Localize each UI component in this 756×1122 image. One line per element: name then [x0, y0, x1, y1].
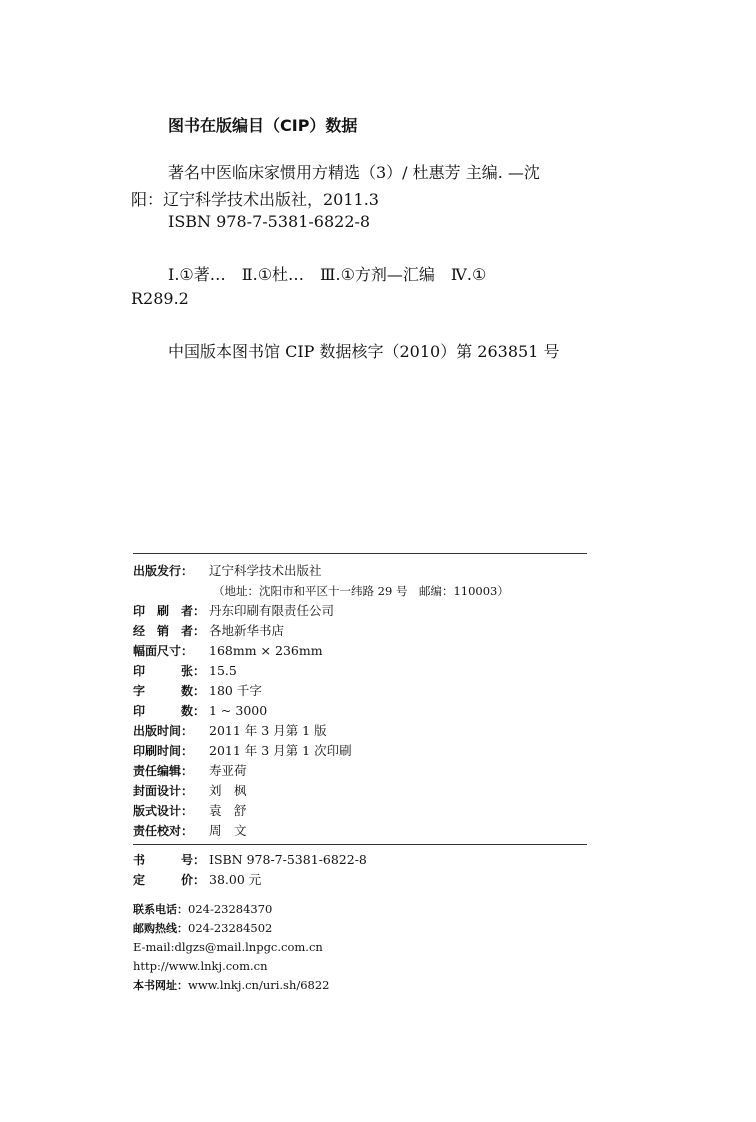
row-label: 印 数：	[133, 704, 206, 718]
colophon-middle-rule	[133, 844, 587, 845]
cip-line-5: R289.2	[131, 289, 189, 308]
email-value: E-mail:dlgzs@mail.lnpgc.com.cn	[133, 940, 323, 954]
price-label: 定 价：	[133, 873, 206, 887]
row-value: 周 文	[209, 823, 247, 838]
colophon-row	[133, 821, 509, 841]
phone-row	[133, 900, 330, 919]
row-value: 2011 年 3 月第 1 版	[209, 723, 327, 738]
book-url-value: www.lnkj.cn/uri.sh/6822	[188, 978, 330, 992]
isbn-label: 书 号：	[133, 853, 206, 867]
publisher-row	[133, 561, 509, 581]
row-value: 寿亚荷	[209, 763, 247, 778]
row-label: 经 销 者：	[133, 624, 206, 638]
row-label: 出版时间：	[133, 724, 194, 738]
row-label: 封面设计：	[133, 784, 194, 798]
isbn-row	[133, 850, 367, 870]
website-row	[133, 957, 330, 976]
row-label: 责任编辑：	[133, 764, 194, 778]
publisher-value: 辽宁科学技术出版社	[209, 563, 322, 578]
price-block	[133, 850, 367, 890]
row-label: 责任校对：	[133, 824, 194, 838]
phone-label: 联系电话：	[133, 903, 188, 916]
row-value: 1 ~ 3000	[209, 703, 268, 718]
cip-line-6: 中国版本图书馆 CIP 数据核字（2010）第 263851 号	[168, 342, 560, 361]
row-label: 版式设计：	[133, 804, 194, 818]
cip-line-1: 著名中医临床家惯用方精选（3）/ 杜惠芳 主编. —沈	[168, 163, 540, 182]
mail-order-row	[133, 919, 330, 938]
colophon	[133, 561, 509, 841]
cip-line-2: 阳：辽宁科学技术出版社，2011.3	[131, 190, 379, 209]
colophon-top-rule	[133, 553, 587, 554]
price-row	[133, 870, 367, 890]
row-value: 180 千字	[209, 683, 262, 698]
publisher-label: 出版发行：	[133, 564, 194, 578]
colophon-row	[133, 681, 509, 701]
row-value: 丹东印刷有限责任公司	[209, 603, 335, 618]
colophon-row	[133, 601, 509, 621]
cip-line-4: Ⅰ.①著… Ⅱ.①杜… Ⅲ.①方剂—汇编 Ⅳ.①	[168, 265, 487, 284]
colophon-row	[133, 761, 509, 781]
row-value: 刘 枫	[209, 783, 247, 798]
email-row	[133, 938, 330, 957]
colophon-row	[133, 621, 509, 641]
colophon-row	[133, 661, 509, 681]
row-label: 印刷时间：	[133, 744, 194, 758]
contact-block	[133, 900, 330, 995]
mail-order-label: 邮购热线：	[133, 922, 188, 935]
colophon-row	[133, 721, 509, 741]
colophon-row	[133, 641, 509, 661]
row-label: 字 数：	[133, 684, 206, 698]
row-value: 袁 舒	[209, 803, 247, 818]
colophon-row	[133, 801, 509, 821]
cip-line-3: ISBN 978-7-5381-6822-8	[168, 212, 371, 231]
address: （地址：沈阳市和平区十一纬路 29 号 邮编：110003）	[213, 584, 509, 598]
website-value: http://www.lnkj.com.cn	[133, 959, 268, 973]
row-value: 各地新华书店	[209, 623, 285, 638]
isbn-value: ISBN 978-7-5381-6822-8	[209, 852, 367, 867]
row-value: 15.5	[209, 663, 237, 678]
phone-value: 024-23284370	[188, 902, 273, 916]
row-label: 印 刷 者：	[133, 604, 206, 618]
book-url-row	[133, 976, 330, 995]
mail-order-value: 024-23284502	[188, 921, 273, 935]
row-value: 168mm × 236mm	[209, 643, 323, 658]
colophon-row	[133, 781, 509, 801]
price-value: 38.00 元	[209, 872, 262, 887]
colophon-row	[133, 741, 509, 761]
row-value: 2011 年 3 月第 1 次印刷	[209, 743, 352, 758]
row-label: 幅面尺寸：	[133, 644, 194, 658]
colophon-row	[133, 701, 509, 721]
row-label: 印 张：	[133, 664, 206, 678]
book-url-label: 本书网址：	[133, 979, 188, 992]
cip-title: 图书在版编目（CIP）数据	[168, 116, 358, 135]
